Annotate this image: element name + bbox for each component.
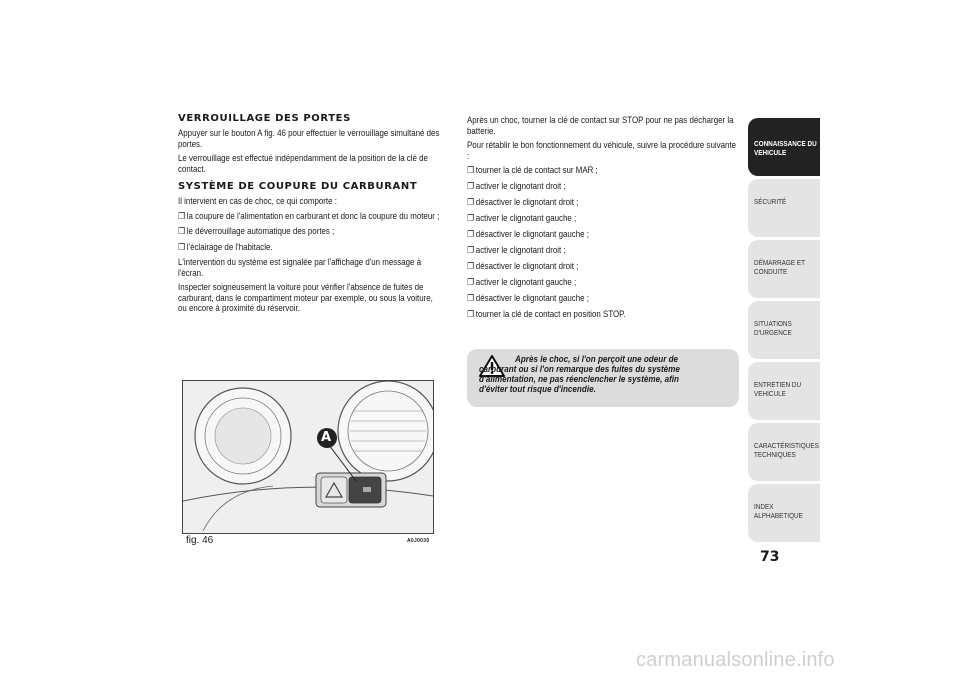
list-item: ❐ le déverrouillage automatique des portes ; [178, 226, 335, 236]
checkbox-bullet-icon: ❐ [467, 293, 475, 303]
chapter-tabs [748, 118, 820, 545]
checkbox-bullet-icon: ❐ [178, 226, 186, 236]
paragraph: Le verrouillage est effectué indépendamment de la position de la clé de contact. [178, 153, 428, 174]
tab-label: INDEX ALPHABETIQUE [754, 502, 803, 520]
checkbox-bullet-icon: ❐ [467, 197, 475, 207]
tab-securite[interactable] [748, 179, 820, 237]
checkbox-bullet-icon: ❐ [467, 277, 475, 287]
section-title-fuel-cutoff: SYSTÈME DE COUPURE DU CARBURANT [178, 181, 418, 192]
tab-label: SITUATIONS D'URGENCE [754, 319, 792, 337]
tab-demarrage-et-conduite[interactable] [748, 240, 820, 298]
paragraph: Après un choc, tourner la clé de contact sur STOP pour ne pas décharger la batterie. [467, 115, 734, 136]
page-number: 73 [760, 549, 780, 565]
list-item: ❐ désactiver le clignotant droit ; [467, 261, 579, 271]
left-column [178, 112, 444, 318]
checkbox-bullet-icon: ❐ [467, 229, 475, 239]
list-item: ❐ activer le clignotant droit ; [467, 181, 566, 191]
list-item: ❐ tourner la clé de contact en position STOP. [467, 309, 626, 319]
warning-box [467, 349, 739, 407]
section-title-door-locking: VERROUILLAGE DES PORTES [178, 113, 351, 124]
callout-label-a: A [321, 430, 332, 445]
paragraph: Appuyer sur le bouton A fig. 46 pour effectuer le verrouillage simultané des portes. [178, 128, 440, 149]
paragraph: Il intervient en cas de choc, ce qui comporte : [178, 196, 337, 206]
checkbox-bullet-icon: ❐ [178, 210, 186, 221]
paragraph: L'intervention du système est signalée par l'affichage d'un message à l'écran. [178, 257, 422, 278]
checkbox-bullet-icon: ❐ [467, 245, 475, 255]
list-item: ❐ désactiver le clignotant gauche ; [467, 293, 589, 303]
right-column [467, 115, 739, 325]
paragraph: Inspecter soigneusement la voiture pour vérifier l'absence de fuites de carburant, dans le compartiment moteur par exemple, ou sous la voiture, ou encore à proximité du réservoir. [178, 282, 433, 313]
tab-connaissance-du-vehicule[interactable] [748, 118, 820, 176]
tab-entretien-du-vehicule[interactable] [748, 362, 820, 420]
tab-label: CARACTÉRISTIQUES TECHNIQUES [754, 441, 819, 459]
checkbox-bullet-icon: ❐ [467, 165, 475, 175]
list-item: ❐ activer le clignotant gauche ; [467, 213, 577, 223]
tab-situations-d-urgence[interactable] [748, 301, 820, 359]
list-item: ❐ activer le clignotant droit ; [467, 245, 566, 255]
figure-code: A0J0030 [407, 538, 430, 544]
checkbox-bullet-icon: ❐ [467, 181, 475, 191]
tab-label: CONNAISSANCE DU VEHICULE [754, 139, 817, 157]
tab-index-alphabetique[interactable] [748, 484, 820, 542]
list-item: ❐ tourner la clé de contact sur MAR ; [467, 165, 598, 175]
bullet-list [178, 211, 444, 253]
checkbox-bullet-icon: ❐ [467, 309, 475, 319]
list-item: ❐ la coupure de l'alimentation en carburant et donc la coupure du moteur ; [178, 210, 440, 221]
figure-caption: fig. 46 [186, 535, 214, 546]
list-item: ❐ l'éclairage de l'habitacle. [178, 241, 273, 252]
tab-label: ENTRETIEN DU VEHICULE [754, 380, 802, 398]
watermark: carmanualsonline.info [636, 649, 835, 671]
tab-caracteristiques-techniques[interactable] [748, 423, 820, 481]
checkbox-bullet-icon: ❐ [467, 213, 475, 223]
list-item: ❐ désactiver le clignotant gauche ; [467, 229, 589, 239]
list-item: ❐ désactiver le clignotant droit ; [467, 197, 579, 207]
checkbox-bullet-icon: ❐ [178, 241, 186, 252]
tab-label: SÉCURITÉ [754, 197, 787, 206]
dashboard-illustration-icon [183, 381, 433, 533]
tab-label: DÉMARRAGE ET CONDUITE [754, 258, 805, 276]
procedure-list [467, 165, 739, 320]
list-item: ❐ activer le clignotant gauche ; [467, 277, 577, 287]
paragraph: Pour rétablir le bon fonctionnement du véhicule, suivre la procédure suivante : [467, 140, 737, 161]
figure-door-lock-button [182, 380, 434, 534]
warning-text: Après le choc, si l'on perçoit une odeur de carburant ou si l'on remarque des fuites du système d'alimentation, ne pas réenclencher le système, afin d'éviter tout risque d'incendie. [479, 354, 680, 394]
checkbox-bullet-icon: ❐ [467, 261, 475, 271]
